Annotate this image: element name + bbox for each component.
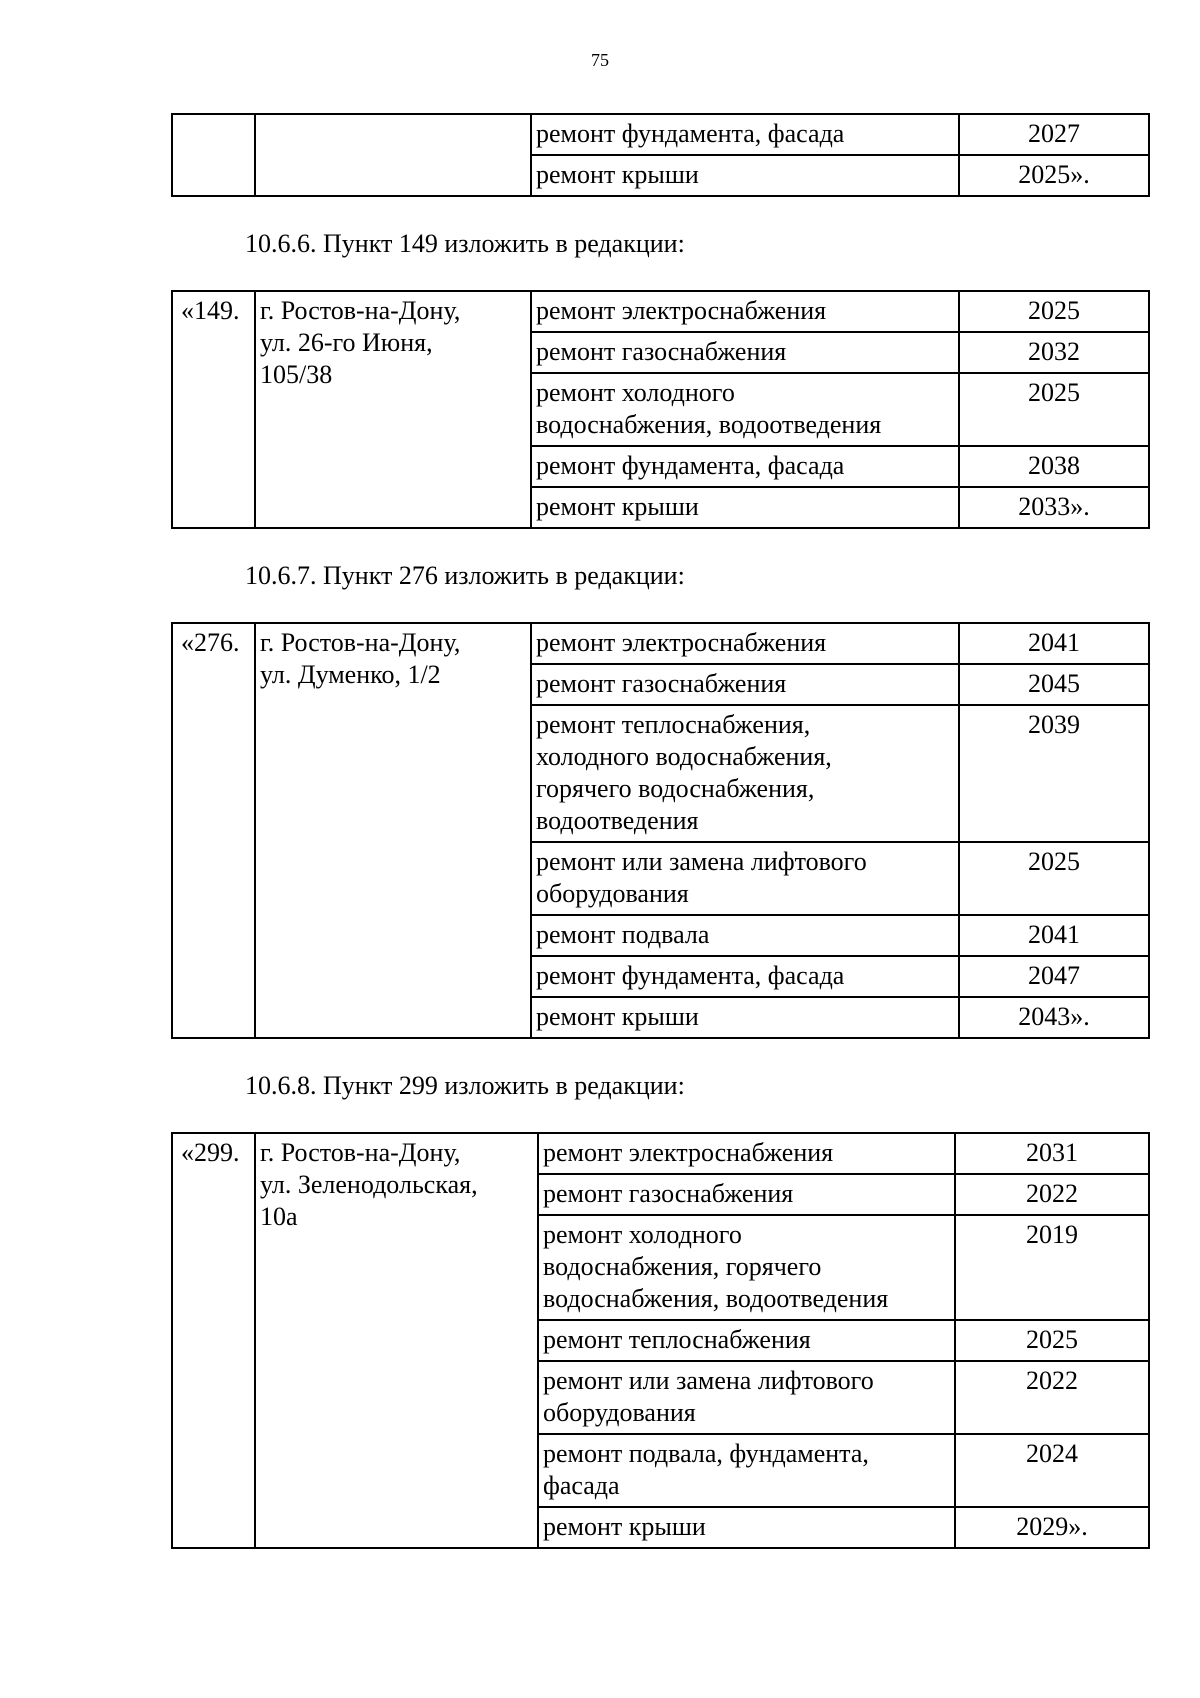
work-cell <box>531 842 959 915</box>
year-cell: 2041 <box>959 623 1149 664</box>
work-cell <box>538 1361 955 1434</box>
work-line: оборудования <box>543 1398 696 1427</box>
year-cell: 2024 <box>955 1434 1149 1507</box>
work-line: ремонт электроснабжения <box>543 1138 834 1167</box>
work-line: ремонт крыши <box>536 1002 699 1031</box>
year-cell: 2022 <box>955 1361 1149 1434</box>
work-line: водоснабжения, горячего <box>543 1252 822 1281</box>
work-cell <box>531 997 959 1038</box>
year-cell: 2027 <box>959 114 1149 155</box>
work-line: фасада <box>543 1471 620 1500</box>
work-line: ремонт или замена лифтового <box>543 1366 874 1395</box>
work-cell <box>531 915 959 956</box>
year-cell: 2038 <box>959 446 1149 487</box>
work-line: ремонт фундамента, фасада <box>536 451 845 480</box>
year-cell: 2025 <box>955 1320 1149 1361</box>
work-cell <box>531 487 959 528</box>
year-cell: 2032 <box>959 332 1149 373</box>
address-line: г. Ростов-на-Дону, <box>260 628 461 657</box>
address-line: 10а <box>260 1202 298 1231</box>
table-row <box>172 291 1149 332</box>
item-149-table <box>171 290 1150 529</box>
item-number: «299. <box>172 1133 255 1548</box>
work-cell <box>538 1320 955 1361</box>
address-line: ул. Зеленодольская, <box>260 1170 478 1199</box>
work-cell <box>531 291 959 332</box>
work-line: ремонт электроснабжения <box>536 296 827 325</box>
work-line: ремонт электроснабжения <box>536 628 827 657</box>
work-line: ремонт теплоснабжения, <box>536 710 811 739</box>
year-cell: 2025». <box>959 155 1149 196</box>
work-line: ремонт холодного <box>536 378 735 407</box>
work-line: ремонт подвала, фундамента, <box>543 1439 869 1468</box>
year-cell: 2019 <box>955 1215 1149 1320</box>
work-cell <box>538 1215 955 1320</box>
work-cell <box>531 446 959 487</box>
work-line: ремонт фундамента, фасада <box>536 961 845 990</box>
work-line: оборудования <box>536 879 689 908</box>
address-cell <box>255 1133 538 1548</box>
year-cell: 2045 <box>959 664 1149 705</box>
address-cell <box>255 623 531 1038</box>
work-cell <box>538 1507 955 1548</box>
year-cell: 2029». <box>955 1507 1149 1548</box>
work-line: ремонт подвала <box>536 920 710 949</box>
work-line: ремонт газоснабжения <box>543 1179 794 1208</box>
work-line: ремонт теплоснабжения <box>543 1325 811 1354</box>
work-cell: ремонт фундамента, фасада <box>531 114 959 155</box>
section-heading: 10.6.8. Пункт 299 изложить в редакции: <box>245 1071 685 1100</box>
work-line: ремонт крыши <box>543 1512 706 1541</box>
work-line: ремонт крыши <box>536 492 699 521</box>
work-cell <box>538 1434 955 1507</box>
year-cell: 2022 <box>955 1174 1149 1215</box>
work-line: холодного водоснабжения, <box>536 742 832 771</box>
address-cell <box>255 114 531 196</box>
item-299-table <box>171 1132 1150 1549</box>
year-cell: 2039 <box>959 705 1149 842</box>
item-number: «149. <box>172 291 255 528</box>
work-line: горячего водоснабжения, <box>536 774 815 803</box>
table-row <box>172 623 1149 664</box>
year-cell: 2031 <box>955 1133 1149 1174</box>
address-line: ул. Думенко, 1/2 <box>260 660 441 689</box>
item-number: «276. <box>172 623 255 1038</box>
work-cell <box>531 956 959 997</box>
table-row <box>172 1133 1149 1174</box>
continuation-table <box>171 113 1150 197</box>
address-line: г. Ростов-на-Дону, <box>260 1138 461 1167</box>
address-cell <box>255 291 531 528</box>
work-cell <box>531 373 959 446</box>
number-cell <box>172 114 255 196</box>
year-cell: 2025 <box>959 291 1149 332</box>
work-line: ремонт холодного <box>543 1220 742 1249</box>
year-cell: 2043». <box>959 997 1149 1038</box>
work-line: ремонт или замена лифтового <box>536 847 867 876</box>
year-cell: 2025 <box>959 373 1149 446</box>
section-heading: 10.6.7. Пункт 276 изложить в редакции: <box>245 561 685 590</box>
year-cell: 2041 <box>959 915 1149 956</box>
page-number: 75 <box>591 50 609 70</box>
work-cell <box>538 1133 955 1174</box>
work-cell: ремонт крыши <box>531 155 959 196</box>
work-line: водоснабжения, водоотведения <box>543 1284 889 1313</box>
work-cell <box>531 623 959 664</box>
work-line: водоотведения <box>536 806 699 835</box>
work-line: водоснабжения, водоотведения <box>536 410 882 439</box>
work-cell <box>538 1174 955 1215</box>
work-line: ремонт газоснабжения <box>536 337 787 366</box>
year-cell: 2047 <box>959 956 1149 997</box>
table-row <box>172 114 1149 155</box>
year-cell: 2033». <box>959 487 1149 528</box>
address-line: ул. 26-го Июня, <box>260 328 433 357</box>
work-cell <box>531 332 959 373</box>
section-heading: 10.6.6. Пункт 149 изложить в редакции: <box>245 229 685 258</box>
address-line: 105/38 <box>260 360 333 389</box>
address-line: г. Ростов-на-Дону, <box>260 296 461 325</box>
work-cell <box>531 664 959 705</box>
work-line: ремонт газоснабжения <box>536 669 787 698</box>
year-cell: 2025 <box>959 842 1149 915</box>
item-276-table <box>171 622 1150 1039</box>
work-cell <box>531 705 959 842</box>
